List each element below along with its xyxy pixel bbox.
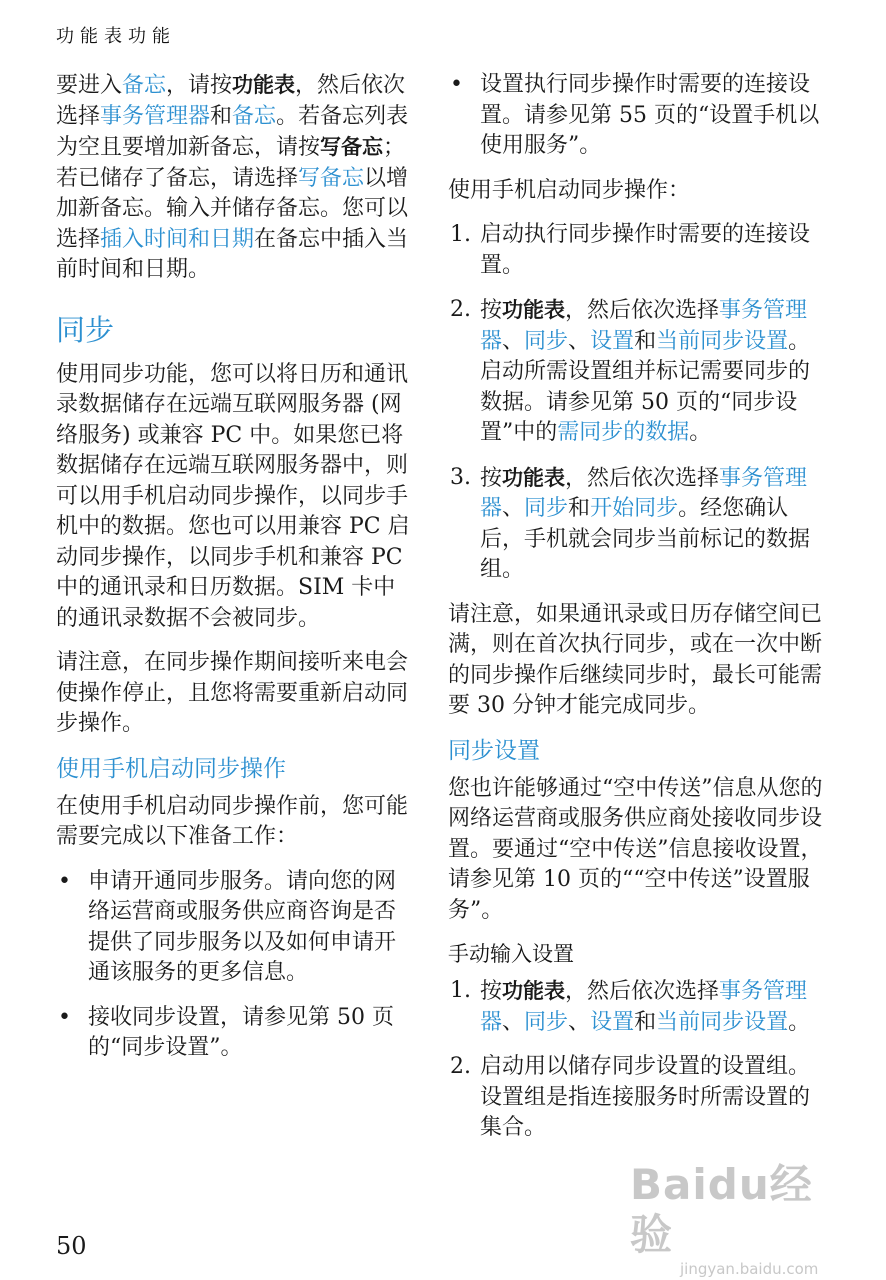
memo-intro-paragraph: 要进入备忘，请按功能表，然后依次选择事务管理器和备忘。若备忘列表为空且要增加新备忘，请按写备忘；若已储存了备忘，请选择写备忘以增加新备忘。输入并储存备忘。您可以选择插入时间和日期在备忘中插入当前时间和日期。 [56,73,409,282]
subsection-title-phone-sync: 使用手机启动同步操作 [56,755,286,782]
link-data-to-sync[interactable]: 需同步的数据 [557,420,690,445]
page-number: 50 [56,1232,87,1260]
link-organizer[interactable]: 事务管理器 [100,103,211,129]
use-phone-intro: 使用手机启动同步操作： [448,177,691,203]
link-insert-date-time[interactable]: 插入时间和日期 [100,226,255,252]
link-sync[interactable]: 同步 [524,496,569,521]
phone-sync-steps [448,220,823,586]
running-header: 功能表功能 [56,26,176,47]
prep-list-continued [448,70,823,162]
sync-settings-description: 您也许能够通过“空中传送”信息从您的网络运营商或服务供应商处接收同步设置。要通过“空中传送”信息接收设置，请参见第 10 页的““空中传送”设置服务”。 [448,775,823,923]
subsection-title-manual: 手动输入设置 [448,942,574,966]
left-column [56,70,416,1078]
manual-steps [448,976,823,1144]
key-menu: 功能表 [232,73,296,97]
sync-description: 使用同步功能，您可以将日历和通讯录数据储存在远端互联网服务器 (网络服务) 或兼容 PC 中。如果您已将数据储存在远端互联网服务器中，则可以用手机启动同步操作，以同步手机中的数据。您也可以用兼容 PC 启动同步操作，以同步手机和兼容 PC 中的通讯录和日历数据。SIM 卡中的通讯录数据不会被同步。 [56,361,410,631]
link-organizer[interactable]: 事务管理器 [480,298,808,354]
baidu-watermark [630,1160,840,1278]
link-current-sync-settings[interactable]: 当前同步设置 [656,1009,789,1035]
section-title-sync: 同步 [56,312,115,347]
key-menu: 功能表 [502,465,566,490]
key-menu: 功能表 [502,298,566,322]
storage-note: 请注意，如果通讯录或日历存储空间已满，则在首次执行同步，或在一次中断的同步操作后继续同步时，最长可能需要 30 分钟才能完成同步。 [448,601,823,718]
baidu-logo: Baidu经验 [630,1160,813,1259]
step-item: 1. 按功能表，然后依次选择事务管理器、同步、设置和当前同步设置。 [450,978,811,1035]
right-column [448,70,823,1158]
sync-note: 请注意，在同步操作期间接听来电会使操作停止，且您将需要重新启动同步操作。 [56,650,409,736]
key-menu: 功能表 [502,979,566,1003]
phone-sync-intro: 在使用手机启动同步操作前，您可能需要完成以下准备工作： [56,793,409,849]
link-organizer[interactable]: 事务管理器 [480,465,808,521]
link-sync[interactable]: 同步 [524,328,569,354]
list-item: • 接收同步设置，请参见第 50 页的“同步设置”。 [58,1004,394,1060]
link-settings[interactable]: 设置 [590,328,635,354]
link-current-sync-settings[interactable]: 当前同步设置 [656,328,789,354]
step-item: 1. 启动执行同步操作时需要的连接设置。 [450,222,811,278]
link-organizer[interactable]: 事务管理器 [480,979,808,1035]
list-item: • 设置执行同步操作时需要的连接设置。请参见第 55 页的“设置手机以使用服务”。 [450,72,820,158]
prep-list [56,867,416,1064]
link-start-sync[interactable]: 开始同步 [590,496,679,521]
list-item: • 申请开通同步服务。请向您的网络运营商或服务供应商咨询是否提供了同步服务以及如何申请开通该服务的更多信息。 [58,868,397,985]
step-item: 2. 按功能表，然后依次选择事务管理器、同步、设置和当前同步设置。启动所需设置组并标记需要同步的数据。请参见第 50 页的“同步设置”中的需同步的数据。 [450,297,811,445]
link-write-memo[interactable]: 写备忘 [298,165,365,191]
link-sync[interactable]: 同步 [524,1009,569,1035]
link-memo-2[interactable]: 备忘 [232,103,277,129]
key-write-memo: 写备忘 [320,135,384,159]
step-item: 2. 启动用以储存同步设置的设置组。设置组是指连接服务时所需设置的集合。 [450,1054,811,1140]
link-memo[interactable]: 备忘 [122,73,167,98]
subsection-title-sync-settings: 同步设置 [448,737,540,764]
link-settings[interactable]: 设置 [590,1009,635,1035]
step-item: 3. 按功能表，然后依次选择事务管理器、同步和开始同步。经您确认后，手机就会同步当前标记的数据组。 [450,464,811,582]
watermark-url: jingyan.baidu.com [680,1260,819,1278]
